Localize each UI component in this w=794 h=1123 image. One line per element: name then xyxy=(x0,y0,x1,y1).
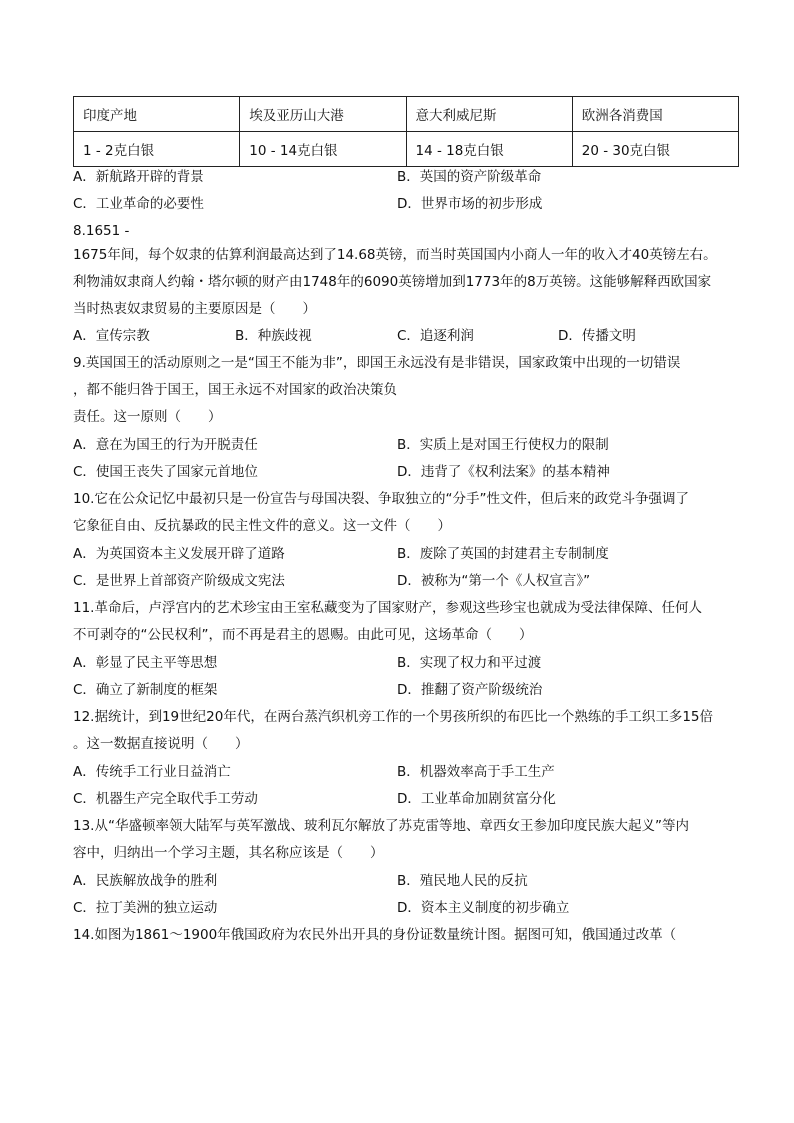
q12-option-d: D．工业革命加剧贫富分化 xyxy=(397,791,556,807)
q12-option-b: B．机器效率高于手工生产 xyxy=(397,764,555,780)
table-cell: 意大利威尼斯 xyxy=(406,97,572,132)
q12-option-c: C．机器生产完全取代手工劳动 xyxy=(73,791,258,807)
q10-option-d: D．被称为“第一个《人权宣言》” xyxy=(397,573,591,589)
q8-line-2: 1675年间，每个奴隶的估算利润最高达到了14.68英镑，而当时英国国内小商人一年的收入才40英镑左右。 xyxy=(73,247,717,263)
q7-option-a: A．新航路开辟的背景 xyxy=(73,169,204,185)
table-row xyxy=(74,97,739,132)
q11-option-b: B．实现了权力和平过渡 xyxy=(397,655,542,671)
q13-option-c: C．拉丁美洲的独立运动 xyxy=(73,900,218,916)
q9-line-2: ，都不能归咎于国王，国王永远不对国家的政治决策负 xyxy=(73,382,397,398)
q11-line-2: 不可剥夺的“公民权利”，而不再是君主的恩赐。由此可见，这场革命（ ） xyxy=(73,627,533,643)
q7-option-c: C．工业革命的必要性 xyxy=(73,196,204,212)
q8-option-a: A．宣传宗教 xyxy=(73,328,150,344)
table-cell: 20 - 30克白银 xyxy=(572,132,738,167)
q8-line-3: 利物浦奴隶商人约翰・塔尔顿的财产由1748年的6090英镑增加到1773年的8万英镑。这能够解释西欧国家 xyxy=(73,274,712,290)
q13-option-b: B．殖民地人民的反抗 xyxy=(397,873,528,889)
q11-option-c: C．确立了新制度的框架 xyxy=(73,682,218,698)
q10-option-b: B．废除了英国的封建君主专制制度 xyxy=(397,546,609,562)
q10-option-c: C．是世界上首部资产阶级成文宪法 xyxy=(73,573,285,589)
q9-option-a: A．意在为国王的行为开脱责任 xyxy=(73,437,258,453)
q11-option-a: A．彰显了民主平等思想 xyxy=(73,655,218,671)
q12-line-2: 。这一数据直接说明（ ） xyxy=(73,736,249,752)
q13-option-d: D．资本主义制度的初步确立 xyxy=(397,900,570,916)
q10-line-2: 它象征自由、反抗暴政的民主性文件的意义。这一文件（ ） xyxy=(73,518,451,534)
q8-line-4: 当时热衷奴隶贸易的主要原因是（ ） xyxy=(73,301,316,317)
q12-line-1: 12.据统计，到19世纪20年代，在两台蒸汽织机旁工作的一个男孩所织的布匹比一个熟练的手工织工多15倍 xyxy=(73,709,714,725)
table-cell: 印度产地 xyxy=(74,97,240,132)
table-cell: 欧洲各消费国 xyxy=(572,97,738,132)
table-cell: 埃及亚历山大港 xyxy=(240,97,406,132)
q12-option-a: A．传统手工行业日益消亡 xyxy=(73,764,231,780)
q8-option-c: C．追逐利润 xyxy=(397,328,474,344)
q13-option-a: A．民族解放战争的胜利 xyxy=(73,873,218,889)
q9-line-3: 责任。这一原则（ ） xyxy=(73,409,222,425)
q14-line-1: 14.如图为1861～1900年俄国政府为农民外出开具的身份证数量统计图。据图可知，俄国通过改革（ xyxy=(73,927,677,943)
q9-option-c: C．使国王丧失了国家元首地位 xyxy=(73,464,258,480)
q13-line-1: 13.从“华盛顿率领大陆军与英军激战、玻利瓦尔解放了苏克雷等地、章西女王参加印度民族大起义”等内 xyxy=(73,818,689,834)
q10-line-1: 10.它在公众记忆中最初只是一份宣告与母国决裂、争取独立的“分手”性文件，但后来的政党斗争强调了 xyxy=(73,491,689,507)
q13-line-2: 容中，归纳出一个学习主题，其名称应该是（ ） xyxy=(73,845,384,861)
q10-option-a: A．为英国资本主义发展开辟了道路 xyxy=(73,546,285,562)
q7-option-d: D．世界市场的初步形成 xyxy=(397,196,543,212)
q11-option-d: D．推翻了资产阶级统治 xyxy=(397,682,543,698)
q9-option-b: B．实质上是对国王行使权力的限制 xyxy=(397,437,609,453)
q8-option-d: D．传播文明 xyxy=(558,328,636,344)
table-cell: 10 - 14克白银 xyxy=(240,132,406,167)
q8-option-b: B．种族歧视 xyxy=(235,328,312,344)
q8-line-1: 8.1651 - xyxy=(73,223,130,239)
table-cell: 14 - 18克白银 xyxy=(406,132,572,167)
q9-line-1: 9.英国国王的活动原则之一是“国王不能为非”，即国王永远没有是非错误，国家政策中出现的一切错误 xyxy=(73,355,681,371)
table-row xyxy=(74,132,739,167)
price-table xyxy=(73,96,739,167)
q7-option-b: B．英国的资产阶级革命 xyxy=(397,169,542,185)
q9-option-d: D．违背了《权利法案》的基本精神 xyxy=(397,464,610,480)
table-cell: 1 - 2克白银 xyxy=(74,132,240,167)
q11-line-1: 11.革命后，卢浮宫内的艺术珍宝由王室私藏变为了国家财产，参观这些珍宝也就成为受法律保障、任何人 xyxy=(73,600,702,616)
